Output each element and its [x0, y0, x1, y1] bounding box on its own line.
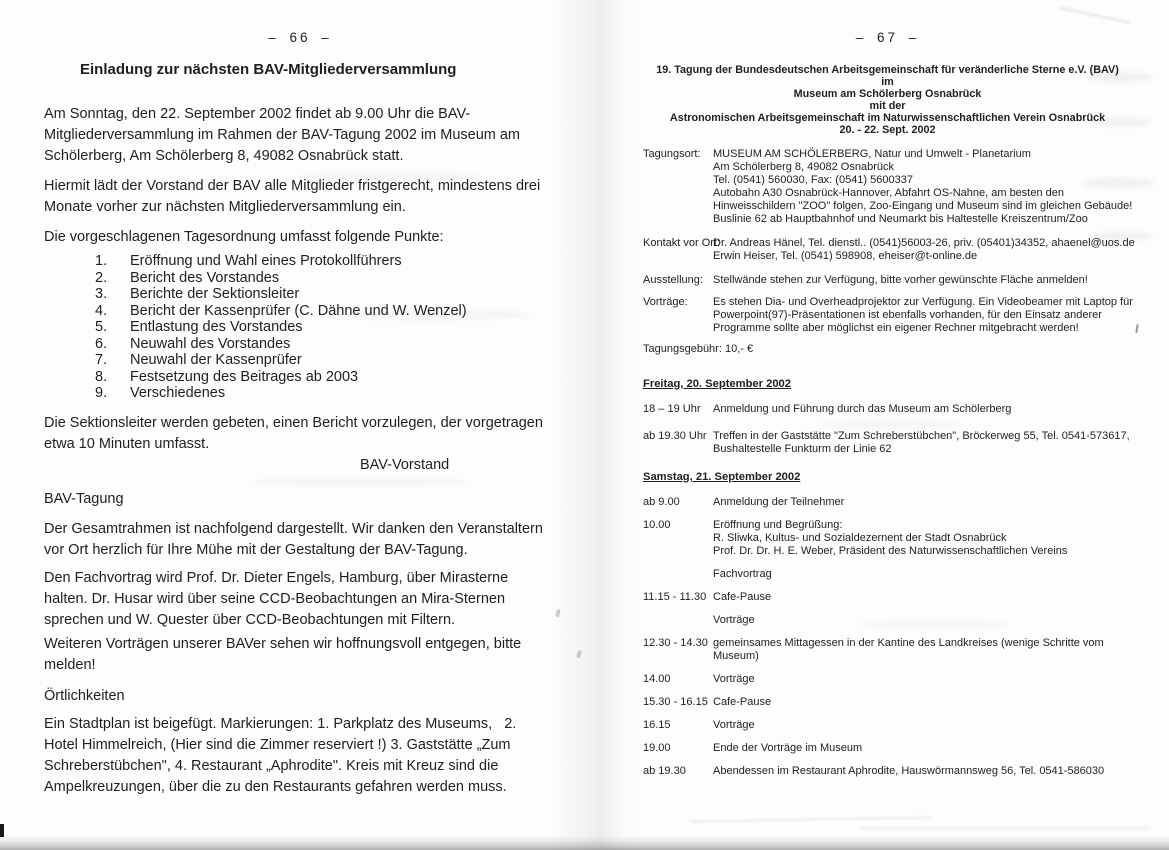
schedule-time: 19.00: [643, 742, 671, 754]
page-body: [620, 148, 1148, 778]
text-line: Der Gesamtrahmen ist nachfolgend dargestellt. Wir danken den Veranstaltern: [44, 520, 543, 537]
schedule-desc: [713, 637, 1104, 663]
agenda-item-number: 7.: [95, 352, 108, 368]
schedule-desc: [713, 496, 844, 509]
agenda-item: [95, 336, 556, 353]
page-left: [44, 30, 556, 807]
agenda-intro: [44, 227, 556, 248]
text-line: Powerpoint(97)-Präsentationen ist ebenfalls vorhanden, für den Einsatz anderer: [713, 309, 1102, 321]
text-line: Anmeldung der Teilnehmer: [713, 496, 845, 508]
section-heading-bav-tagung: BAV-Tagung: [44, 490, 124, 507]
paragraph: [44, 104, 556, 167]
schedule-row: [643, 568, 1148, 581]
text-line: R. Sliwka, Kultus- und Sozialdezernent der Stadt Osnabrück: [713, 532, 1007, 544]
header-line: 20. - 22. Sept. 2002: [839, 124, 936, 136]
agenda-item-number: 3.: [95, 286, 108, 302]
info-label: Vorträge:: [643, 296, 688, 308]
schedule-row: [643, 403, 1148, 416]
text-line: Treffen in der Gaststätte "Zum Schreberstübchen", Bröckerweg 55, Tel. 0541-573617,: [713, 430, 1130, 442]
text-line: Monate vorher zur nächsten Mitgliederversammlung ein.: [44, 199, 406, 215]
text-line: Buslinie 62 ab Hauptbahnhof und Neumarkt bis Haltestelle Kreiszentrum/Zoo: [713, 213, 1088, 225]
paragraph: [44, 634, 556, 676]
agenda-list: [95, 253, 556, 402]
schedule-time: 18 – 19 Uhr: [643, 403, 701, 415]
info-value: [713, 274, 1088, 287]
schedule-row: [643, 742, 1148, 755]
text-line: Den Fachvortrag wird Prof. Dr. Dieter Engels, Hamburg, über Mirasterne: [44, 569, 509, 586]
header-line: mit der: [869, 100, 906, 112]
info-row-vortraege: [643, 296, 1148, 335]
schedule-time: 10.00: [643, 519, 671, 531]
text-line: Cafe-Pause: [713, 696, 772, 708]
page-number: – 66 –: [268, 30, 332, 45]
text-line: Am Schölerberg 8, 49082 Osnabrück: [713, 161, 894, 173]
info-value: [713, 148, 1132, 226]
agenda-item: [95, 303, 556, 320]
agenda-item-text: Neuwahl der Kassenprüfer: [130, 352, 302, 368]
text-line: Fachvortrag: [713, 568, 772, 580]
agenda-item-number: 6.: [95, 335, 108, 352]
page-number: – 67 –: [855, 30, 920, 45]
paragraph: [44, 714, 556, 798]
agenda-item: [95, 319, 556, 336]
info-row-tagungsort: [643, 148, 1148, 226]
schedule-desc: [713, 614, 755, 627]
scan-streak: [690, 816, 930, 823]
text-line: Tel. (0541) 560030, Fax: (0541) 5600337: [713, 174, 913, 186]
agenda-item-number: 4.: [95, 302, 108, 319]
schedule-desc: [713, 591, 771, 604]
signature: BAV-Vorstand: [360, 456, 450, 473]
text-line: Hinweisschildern "ZOO" folgen, Zoo-Eingang und Museum sind im gleichen Gebäude!: [713, 200, 1133, 212]
text-line: Es stehen Dia- und Overheadprojektor zur Verfügung. Ein Videobeamer mit Laptop für: [713, 296, 1133, 308]
text-line: Autobahn A30 Osnabrück-Hannover, Abfahrt OS-Nahne, am besten den: [713, 187, 1065, 199]
fold-mark: [576, 650, 583, 659]
conference-header: [620, 64, 1155, 136]
text-line: Ampelkreuzungen, über die zu den Restaurants gefahren werden muss.: [44, 778, 507, 795]
scan-streak: [1059, 7, 1130, 24]
text-line: Die vorgeschlagenen Tagesordnung umfasst folgende Punkte:: [44, 229, 444, 245]
schedule-time: ab 19.30 Uhr: [643, 430, 707, 442]
schedule-row: [643, 765, 1148, 778]
info-label: Kontakt vor Ort:: [643, 237, 721, 249]
schedule-time: 16.15: [643, 719, 671, 731]
schedule-time: [643, 568, 713, 581]
schedule-row: [643, 696, 1148, 709]
text-line: Bushaltestelle Funkturm der Linie 62: [713, 443, 892, 455]
schedule-desc: [713, 403, 1011, 416]
text-line: Stellwände stehen zur Verfügung, bitte vorher gewünschte Fläche anmelden!: [713, 274, 1088, 286]
text-line: melden!: [44, 656, 96, 673]
agenda-item-text: Festsetzung des Beitrages ab 2003: [130, 368, 359, 385]
text-line: Hotel Himmelreich, (Hier sind die Zimmer reserviert !) 3. Gaststätte „Zum: [44, 736, 511, 753]
text-line: Museum): [713, 650, 759, 662]
schedule-row: [643, 430, 1148, 456]
agenda-item: [95, 286, 556, 303]
info-value: [713, 237, 1135, 263]
text-line: vor Ort herzlich für Ihre Mühe mit der Gestaltung der BAV-Tagung.: [44, 541, 468, 558]
agenda-item-number: 5.: [95, 319, 108, 335]
schedule-time: ab 19.30: [643, 765, 686, 777]
schedule-row: [643, 496, 1148, 509]
fee-line: Tagungsgebühr: 10,- €: [643, 343, 754, 355]
agenda-item: [95, 385, 556, 402]
section-heading-oertlichkeiten: Örtlichkeiten: [44, 687, 125, 704]
paragraph: [44, 568, 556, 631]
text-line: Ein Stadtplan ist beigefügt. Markierungen: 1. Parkplatz des Museums, 2.: [44, 715, 517, 732]
scan-edge-mark: [0, 824, 4, 837]
text-line: Hiermit lädt der Vorstand der BAV alle Mitglieder fristgerecht, mindestens drei: [44, 178, 541, 194]
text-line: Anmeldung und Führung durch das Museum am Schölerberg: [713, 403, 1012, 415]
scan-bottom-shadow: [0, 835, 1169, 850]
agenda-item-number: 2.: [95, 269, 108, 286]
schedule-time: 15.30 - 16.15: [643, 696, 708, 708]
schedule-row: [643, 673, 1148, 686]
schedule-desc: [713, 765, 1104, 778]
schedule-time: 14.00: [643, 673, 671, 685]
schedule-desc: [713, 696, 771, 709]
text-line: Eröffnung und Begrüßung:: [713, 519, 843, 531]
agenda-item: [95, 369, 556, 386]
text-line: Vorträge: [713, 673, 755, 685]
text-line: Cafe-Pause: [713, 591, 772, 603]
header-line: Astronomischen Arbeitsgemeinschaft im Naturwissenschaftlichen Verein Osnabrück: [669, 112, 1106, 124]
agenda-item-text: Verschiedenes: [130, 385, 226, 401]
text-line: MUSEUM AM SCHÖLERBERG, Natur und Umwelt - Planetarium: [713, 148, 1031, 160]
info-row-ausstellung: [643, 274, 1148, 287]
agenda-item: [95, 270, 556, 287]
schedule-heading-freitag: Freitag, 20. September 2002: [643, 378, 791, 390]
text-line: etwa 10 Minuten umfasst.: [44, 435, 210, 452]
agenda-item: [95, 352, 556, 369]
paragraph: [44, 413, 556, 455]
text-line: Programme sollte aber möglichst ein eigener Rechner mitgebracht werden!: [713, 322, 1079, 334]
text-line: Schreberstübchen", 4. Restaurant „Aphrodite". Kreis mit Kreuz sind die: [44, 757, 499, 774]
page-title: Einladung zur nächsten BAV-Mitgliederversammlung: [80, 61, 457, 78]
schedule-desc: [713, 519, 1067, 558]
schedule-row: [643, 519, 1148, 558]
agenda-item-text: Neuwahl des Vorstandes: [130, 335, 291, 352]
text-line: Erwin Heiser, Tel. (0541) 598908, eheiser@t-online.de: [713, 250, 978, 262]
text-line: gemeinsames Mittagessen in der Kantine des Landkreises (wenige Schritte vom: [713, 637, 1104, 649]
text-line: Ende der Vorträge im Museum: [713, 742, 863, 754]
scan-streak: [860, 827, 1150, 830]
text-line: Abendessen im Restaurant Aphrodite, Hauswörmannsweg 56, Tel. 0541-586030: [713, 765, 1105, 777]
text-line: Die Sektionsleiter werden gebeten, einen Bericht vorzulegen, der vorgetragen: [44, 414, 543, 431]
info-label: Ausstellung:: [643, 274, 703, 286]
schedule-row: [643, 591, 1148, 604]
schedule-time: [643, 614, 713, 627]
text-line: Prof. Dr. Dr. H. E. Weber, Präsident des Naturwissenschaftlichen Vereins: [713, 545, 1068, 557]
header-line: Museum am Schölerberg Osnabrück: [793, 88, 982, 100]
info-row-kontakt: [643, 237, 1148, 263]
info-value: [713, 296, 1133, 335]
schedule-time: ab 9.00: [643, 496, 680, 508]
agenda-item-text: Entlastung des Vorstandes: [130, 319, 303, 335]
header-line: 19. Tagung der Bundesdeutschen Arbeitsgemeinschaft für veränderliche Sterne e.V. (BAV): [656, 64, 1119, 76]
schedule-desc: [713, 568, 772, 581]
text-line: halten. Dr. Husar wird über seine CCD-Beobachtungen an Mira-Sternen: [44, 590, 506, 607]
agenda-item-text: Berichte der Sektionsleiter: [130, 286, 300, 302]
agenda-item-number: 1.: [95, 253, 108, 269]
text-line: Weiteren Vorträgen unserer BAVer sehen wir hoffnungsvoll entgegen, bitte: [44, 635, 522, 652]
schedule-time: 11.15 - 11.30: [643, 591, 707, 603]
text-line: Am Sonntag, den 22. September 2002 findet ab 9.00 Uhr die BAV-: [44, 106, 471, 122]
text-line: Dr. Andreas Hänel, Tel. dienstl.. (0541)56003-26, priv. (05401)34352, ahaenel@uos.de: [713, 237, 1135, 249]
text-line: Vorträge: [713, 614, 755, 626]
schedule-desc: [713, 719, 755, 732]
paragraph: [44, 176, 556, 218]
schedule-desc: [713, 673, 755, 686]
agenda-item-number: 8.: [95, 368, 108, 385]
page-right: [620, 30, 1155, 788]
schedule-heading-samstag: Samstag, 21. September 2002: [643, 471, 801, 483]
text-line: sprechen und W. Quester über CCD-Beobachtungen mit Filtern.: [44, 611, 456, 628]
schedule-desc: [713, 430, 1130, 456]
agenda-item-text: Bericht der Kassenprüfer (C. Dähne und W. Wenzel): [130, 302, 467, 319]
agenda-item-text: Bericht des Vorstandes: [130, 269, 280, 286]
schedule-row: [643, 637, 1148, 663]
schedule-row: [643, 719, 1148, 732]
text-line: Mitgliederversammlung im Rahmen der BAV-Tagung 2002 im Museum am: [44, 127, 521, 143]
info-label: Tagungsort:: [643, 148, 701, 160]
schedule-time: 12.30 - 14.30: [643, 637, 708, 649]
agenda-item-number: 9.: [95, 385, 108, 401]
text-line: Vorträge: [713, 719, 755, 731]
text-line: Schölerberg, Am Schölerberg 8, 49082 Osnabrück statt.: [44, 148, 404, 164]
agenda-item-text: Eröffnung und Wahl eines Protokollführers: [130, 253, 402, 269]
schedule-row: [643, 614, 1148, 627]
schedule-desc: [713, 742, 862, 755]
header-line: im: [881, 76, 894, 88]
agenda-item: [95, 253, 556, 270]
paragraph: [44, 519, 556, 561]
